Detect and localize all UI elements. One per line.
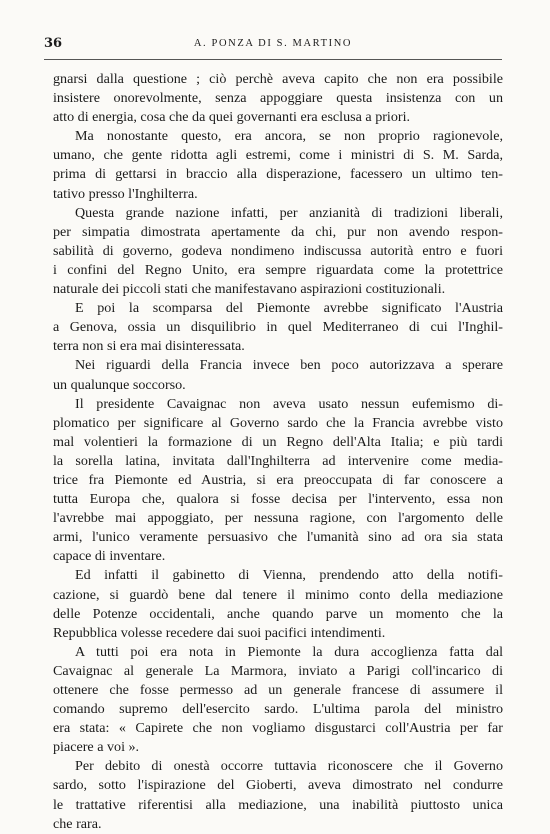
- body-text: [53, 70, 503, 834]
- header-rule: [44, 59, 502, 60]
- text-line: sabilità di governo, godeva nondimeno indiscussa autorità entro e fuori: [53, 242, 503, 259]
- text-line: E poi la scomparsa del Piemonte avrebbe significato l'Austria: [75, 300, 503, 317]
- text-line: piacere a voi ».: [53, 739, 140, 756]
- text-line: tativo presso l'Inghilterra.: [53, 185, 198, 202]
- text-line: cazione, si guardò bene dal tenere il minimo conto della mediazione: [53, 586, 503, 603]
- text-line: insistere onorevolmente, senza appoggiare questa insistenza con un: [53, 90, 503, 107]
- text-line: sardo, sotto l'ispirazione del Gioberti, aveva dimostrato nel condurre: [53, 777, 503, 794]
- text-line: l'avrebbe mai appoggiato, per nessuna ragione, con l'argomento delle: [53, 510, 503, 527]
- text-line: trice fra Piemonte ed Austria, si era preoccupata di far conoscere a: [53, 471, 503, 488]
- text-line: Per debito di onestà occorre tuttavia riconoscere che il Governo: [75, 758, 503, 775]
- text-line: per simpatia dimostrata apertamente da chi, pur non avendo respon-: [53, 223, 503, 240]
- text-line: terra non si era mai disinteressata.: [53, 338, 245, 355]
- text-line: la sorella latina, invitata dall'Inghilterra ad intervenire come media-: [53, 452, 503, 469]
- text-line: era stata: « Capirete che non vogliamo disgustarci coll'Austria per far: [53, 720, 503, 737]
- text-line: un qualunque soccorso.: [53, 376, 186, 393]
- page-header: [44, 36, 502, 54]
- text-line: Cavaignac al generale La Marmora, inviato a Parigi coll'incarico di: [53, 662, 503, 679]
- text-line: ottenere che fosse permesso ad un generale francese di assumere il: [53, 682, 503, 698]
- text-line: capace di inventare.: [53, 548, 166, 565]
- text-line: delle Potenze occidentali, anche quando parve un momento che la: [53, 605, 503, 622]
- text-line: Nei riguardi della Francia invece ben poco autorizzava a sperare: [75, 357, 503, 374]
- text-line: Questa grande nazione infatti, per anzianità di tradizioni liberali,: [75, 204, 503, 221]
- text-line: Ma nonostante questo, era ancora, se non proprio ragionevole,: [75, 128, 503, 145]
- text-line: prima di gettarsi in braccio alla disperazione, facessero un ultimo ten-: [53, 166, 503, 183]
- text-line: Repubblica volesse recedere dai suoi pacifici intendimenti.: [53, 624, 386, 641]
- text-line: Ed infatti il gabinetto di Vienna, prendendo atto della notifi-: [75, 567, 503, 584]
- text-line: Il presidente Cavaignac non aveva usato nessun eufemismo di-: [75, 395, 503, 412]
- text-line: armi, l'unico veramente persuasivo che l'umanità sino ad ora sia stata: [53, 529, 503, 546]
- running-head: A. PONZA DI S. MARTINO: [193, 38, 353, 49]
- text-line: le trattative riferentisi alla mediazione, una inabilità piuttosto unica: [53, 796, 503, 813]
- text-line: che rara.: [53, 815, 102, 832]
- text-line: mal volentieri la formazione di un Regno dell'Alta Italia; e più tardi: [53, 433, 503, 450]
- text-line: naturale dei piccoli stati che manifestavano aspirazioni costituzionali.: [53, 281, 446, 298]
- text-line: plomatico per significare al Governo sardo che la Francia avrebbe visto: [53, 414, 503, 431]
- text-line: tutta Europa che, qualora si fosse decisa per l'intervento, essa non: [53, 491, 503, 508]
- text-line: comando supremo dell'esercito sardo. L'ultima parola del ministro: [53, 701, 503, 718]
- text-line: A tutti poi era nota in Piemonte la dura accoglienza fatta dal: [75, 643, 503, 660]
- text-line: gnarsi dalla questione ; ciò perchè aveva capito che non era possibile: [53, 71, 503, 87]
- text-line: a Genova, ossia un disquilibrio in quel Mediterraneo di cui l'Inghil-: [53, 319, 503, 336]
- page-number: 36: [44, 36, 63, 51]
- text-line: atto di energia, cosa che da quei governanti era esclusa a priori.: [53, 109, 411, 126]
- text-line: i confini del Regno Unito, era sempre riguardata come la protettrice: [53, 261, 503, 278]
- text-line: umano, che gente ridotta agli estremi, come i ministri di S. M. Sarda,: [53, 147, 503, 164]
